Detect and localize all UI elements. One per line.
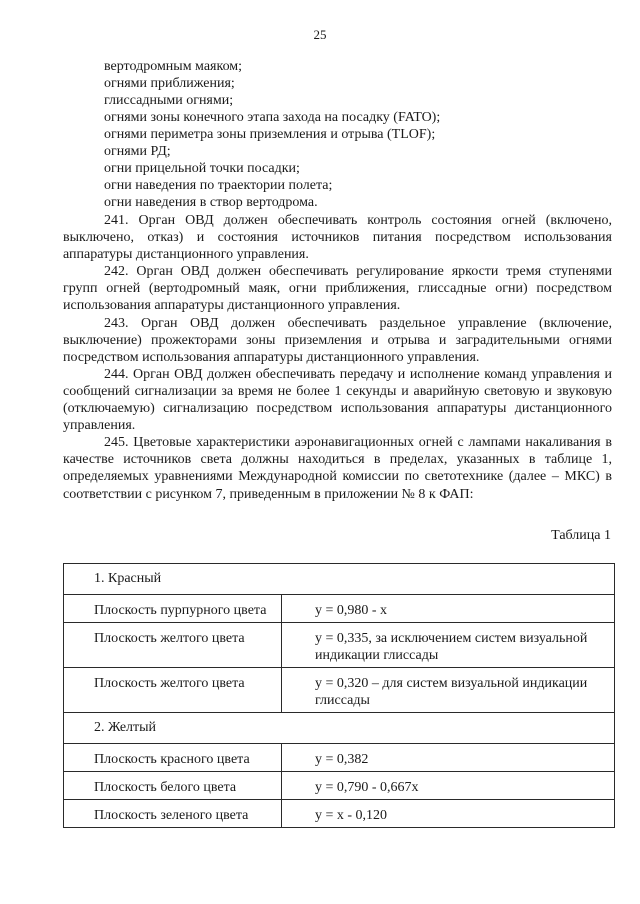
row-name: Плоскость красного цвета bbox=[64, 744, 282, 772]
row-value: y = 0,335, за исключением систем визуальной индикации глиссады bbox=[282, 623, 615, 668]
row-value: y = 0,320 – для систем визуальной индикации глиссады bbox=[282, 668, 615, 713]
paragraph-242: 242. Орган ОВД должен обеспечивать регулирование яркости тремя ступенями групп огней (вертодромный маяк, огни приближения, глиссадные огни) посредством использования аппаратуры дистанционного управления. bbox=[63, 264, 612, 314]
table-caption: Таблица 1 bbox=[551, 528, 611, 543]
table-row bbox=[64, 772, 615, 800]
lights-list bbox=[104, 58, 614, 211]
table-section-row bbox=[64, 713, 615, 744]
list-item: огнями периметра зоны приземления и отрыва (TLOF); bbox=[104, 127, 436, 142]
list-item: глиссадными огнями; bbox=[104, 93, 234, 108]
section-header-yellow: 2. Желтый bbox=[64, 713, 615, 744]
row-value: y = 0,382 bbox=[282, 744, 615, 772]
body-text bbox=[63, 212, 612, 503]
list-item: огнями зоны конечного этапа захода на посадку (FATO); bbox=[104, 110, 441, 125]
row-name: Плоскость пурпурного цвета bbox=[64, 595, 282, 623]
paragraph-244: 244. Орган ОВД должен обеспечивать передачу и исполнение команд управления и сообщений сигнализации за время не более 1 секунды и аварийную световую и звуковую (отключаемую) сигнализацию посредством использования аппаратуры дистанционного управления. bbox=[63, 366, 612, 434]
list-item: огни наведения в створ вертодрома. bbox=[104, 195, 318, 210]
row-name: Плоскость зеленого цвета bbox=[64, 800, 282, 828]
table-section-row bbox=[64, 564, 615, 595]
table-row bbox=[64, 623, 615, 668]
section-header-red: 1. Красный bbox=[64, 564, 615, 595]
paragraph-241: 241. Орган ОВД должен обеспечивать контроль состояния огней (включено, выключено, отказ) и состояния источников питания посредством использования аппаратуры дистанционного управления. bbox=[63, 213, 612, 263]
page-number: 25 bbox=[313, 27, 327, 42]
row-value: y = 0,980 - x bbox=[282, 595, 615, 623]
color-characteristics-table bbox=[63, 563, 615, 828]
list-item: огни прицельной точки посадки; bbox=[104, 161, 300, 176]
paragraph-243: 243. Орган ОВД должен обеспечивать раздельное управление (включение, выключение) прожекторами зоны приземления и отрыва и заградительными огнями посредством использования аппаратуры дистанционного управления. bbox=[63, 315, 612, 365]
list-item: огнями приближения; bbox=[104, 76, 235, 91]
row-value: y = 0,790 - 0,667x bbox=[282, 772, 615, 800]
row-name: Плоскость желтого цвета bbox=[64, 623, 282, 668]
paragraph-245: 245. Цветовые характеристики аэронавигационных огней с лампами накаливания в качестве источников света должны находиться в пределах, указанных в таблице 1, определяемых уравнениями Международной комиссии по светотехнике (далее – МКС) в соответствии с рисунком 7, приведенным в приложении № 8 к ФАП: bbox=[63, 435, 612, 502]
table-row bbox=[64, 800, 615, 828]
row-name: Плоскость желтого цвета bbox=[64, 668, 282, 713]
row-name: Плоскость белого цвета bbox=[64, 772, 282, 800]
list-item: огнями РД; bbox=[104, 144, 171, 159]
table-row bbox=[64, 668, 615, 713]
list-item: огни наведения по траектории полета; bbox=[104, 178, 333, 193]
row-value: y = x - 0,120 bbox=[282, 800, 615, 828]
table-row bbox=[64, 744, 615, 772]
table-row bbox=[64, 595, 615, 623]
list-item: вертодромным маяком; bbox=[104, 59, 243, 74]
